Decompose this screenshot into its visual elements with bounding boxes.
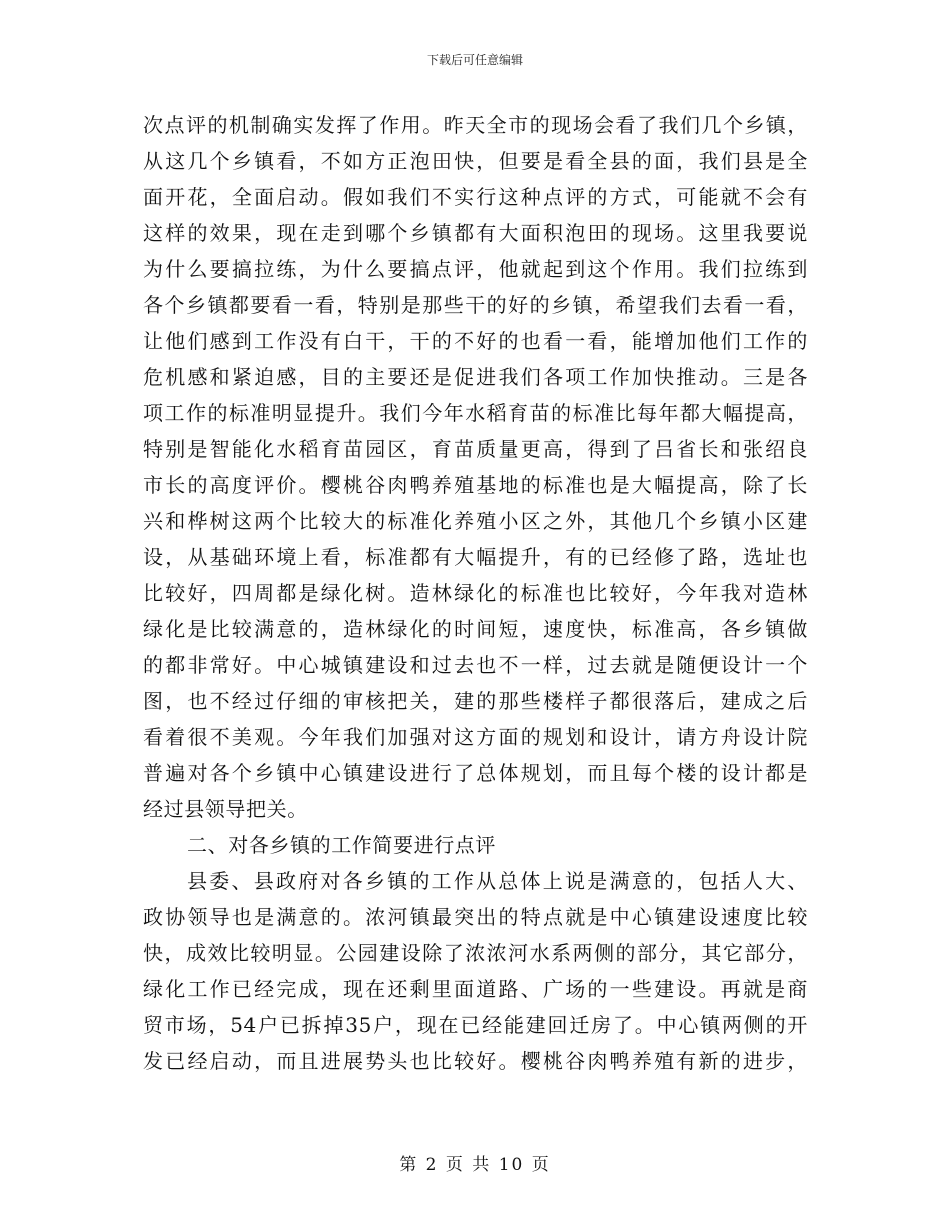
body-line: 图，也不经过仔细的审核把关，建的那些楼样子都很落后，建成之后 xyxy=(143,689,808,713)
page-header: 下载后可任意编辑 xyxy=(426,53,523,67)
body-line: 设，从基础环境上看，标准都有大幅提升，有的已经修了路，选址也 xyxy=(143,545,808,569)
body-line: 次点评的机制确实发挥了作用。昨天全市的现场会看了我们几个乡镇， xyxy=(143,113,808,137)
body-line: 市长的高度评价。樱桃谷肉鸭养殖基地的标准也是大幅提高，除了长 xyxy=(143,473,808,497)
body-line: 项工作的标准明显提升。我们今年水稻育苗的标准比每年都大幅提高， xyxy=(143,401,808,425)
body-line: 县委、县政府对各乡镇的工作从总体上说是满意的，包括人大、 xyxy=(187,869,808,893)
body-line: 绿化是比较满意的，造林绿化的时间短，速度快，标准高，各乡镇做 xyxy=(143,617,808,641)
body-line: 比较好，四周都是绿化树。造林绿化的标准也比较好，今年我对造林 xyxy=(143,581,808,605)
body-line: 快，成效比较明显。公园建设除了浓浓河水系两侧的部分，其它部分， xyxy=(143,941,808,965)
body-line: 政协领导也是满意的。浓河镇最突出的特点就是中心镇建设速度比较 xyxy=(143,905,808,929)
body-line: 为什么要搞拉练，为什么要搞点评，他就起到这个作用。我们拉练到 xyxy=(143,257,808,281)
section-heading: 二、对各乡镇的工作简要进行点评 xyxy=(187,833,496,857)
body-line: 面开花，全面启动。假如我们不实行这种点评的方式，可能就不会有 xyxy=(143,185,808,209)
body-line: 发已经启动，而且进展势头也比较好。樱桃谷肉鸭养殖有新的进步， xyxy=(143,1049,808,1073)
body-line: 让他们感到工作没有白干，干的不好的也看一看，能增加他们工作的 xyxy=(143,329,808,353)
body-line: 特别是智能化水稻育苗园区，育苗质量更高，得到了吕省长和张绍良 xyxy=(143,437,808,461)
body-line: 的都非常好。中心城镇建设和过去也不一样，过去就是随便设计一个 xyxy=(143,653,808,677)
body-line: 各个乡镇都要看一看，特别是那些干的好的乡镇，希望我们去看一看， xyxy=(143,293,808,317)
body-line: 普遍对各个乡镇中心镇建设进行了总体规划，而且每个楼的设计都是 xyxy=(143,761,808,785)
document-body xyxy=(143,107,808,1079)
body-line: 从这几个乡镇看，不如方正泡田快，但要是看全县的面，我们县是全 xyxy=(143,149,808,173)
body-line: 危机感和紧迫感，目的主要还是促进我们各项工作加快推动。三是各 xyxy=(143,365,808,389)
body-line: 看着很不美观。今年我们加强对这方面的规划和设计，请方舟设计院 xyxy=(143,725,808,749)
body-line: 这样的效果，现在走到哪个乡镇都有大面积泡田的现场。这里我要说 xyxy=(143,221,808,245)
body-line: 兴和桦树这两个比较大的标准化养殖小区之外，其他几个乡镇小区建 xyxy=(143,509,808,533)
body-line: 贸市场，54户已拆掉35户，现在已经能建回迁房了。中心镇两侧的开 xyxy=(143,1013,808,1037)
body-line: 经过县领导把关。 xyxy=(143,797,308,821)
body-line: 绿化工作已经完成，现在还剩里面道路、广场的一些建设。再就是商 xyxy=(143,977,808,1001)
page-number: 第 2 页 共 10 页 xyxy=(399,1155,551,1175)
